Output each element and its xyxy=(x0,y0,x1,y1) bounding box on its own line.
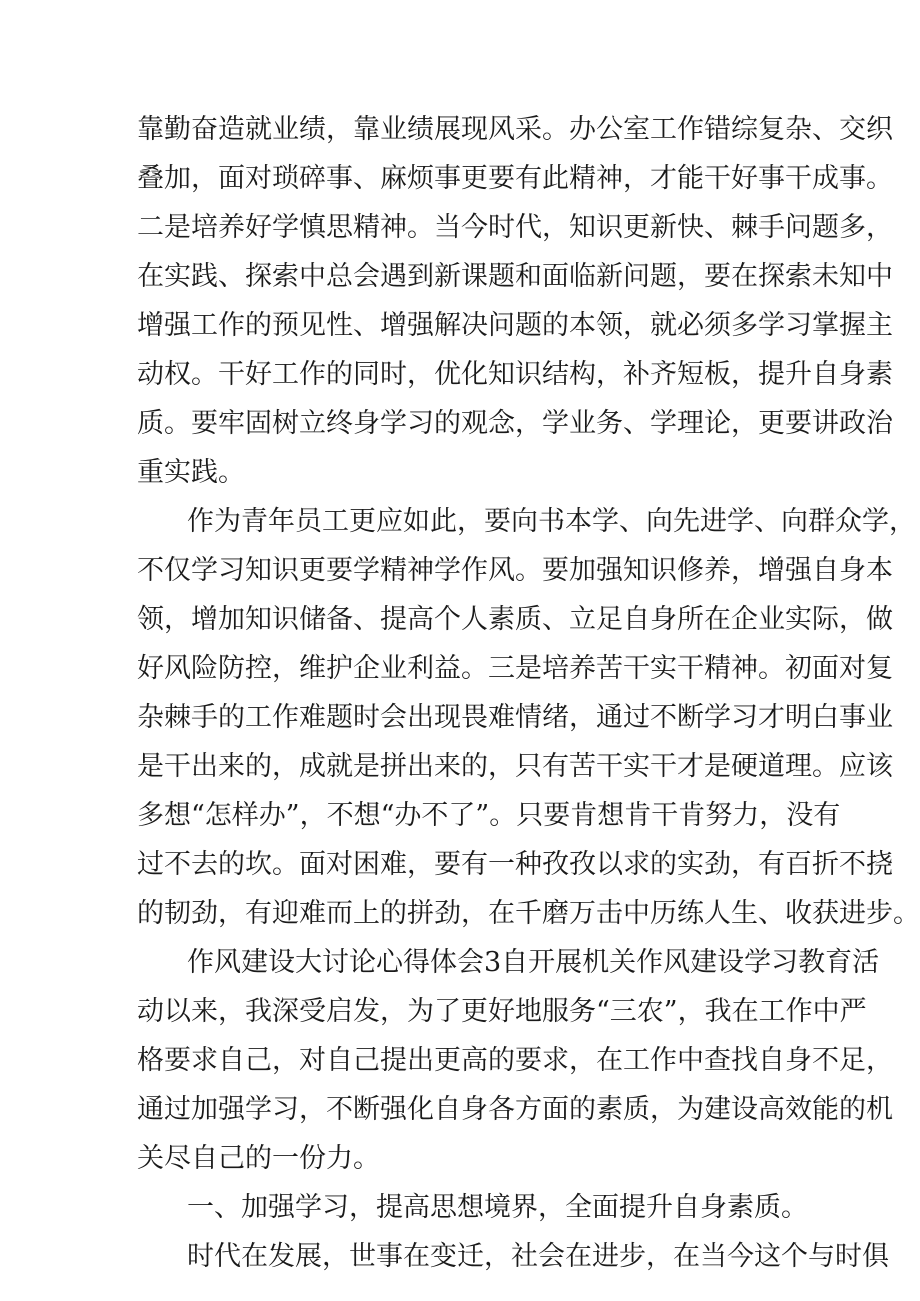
text-line: 二是培养好学慎思精神。当今时代，知识更新快、棘手问题多， xyxy=(137,212,893,243)
text-line: 关尽自己的一份力。 xyxy=(137,1143,380,1174)
section-heading: 一、加强学习，提高思想境界，全面提升自身素质。 xyxy=(187,1192,808,1223)
text-line: 好风险防控，维护企业利益。三是培养苦干实干精神。初面对复 xyxy=(137,653,893,684)
text-line: 通过加强学习，不断强化自身各方面的素质，为建设高效能的机 xyxy=(137,1094,893,1125)
text-line: 质。要牢固树立终身学习的观念，学业务、学理论，更要讲政治 xyxy=(137,408,893,439)
text-line: 在实践、探索中总会遇到新课题和面临新问题，要在探索未知中 xyxy=(137,261,893,292)
text-line: 重实践。 xyxy=(137,457,245,488)
text-line: 过不去的坎。面对困难，要有一种孜孜以求的实劲，有百折不挠 xyxy=(137,849,893,880)
paragraph-first-line: 作为青年员工更应如此，要向书本学、向先进学、向群众学， xyxy=(187,506,916,537)
text-line: 杂棘手的工作难题时会出现畏难情绪，通过不断学习才明白事业 xyxy=(137,702,893,733)
text-line: 动以来，我深受启发，为了更好地服务“三农”，我在工作中严 xyxy=(137,996,867,1027)
text-line: 领，增加知识储备、提高个人素质、立足自身所在企业实际，做 xyxy=(137,604,893,635)
text-line: 叠加，面对琐碎事、麻烦事更要有此精神，才能干好事干成事。 xyxy=(137,163,893,194)
text-line: 格要求自己，对自己提出更高的要求，在工作中查找自身不足， xyxy=(137,1045,893,1076)
paragraph-first-line: 作风建设大讨论心得体会3自开展机关作风建设学习教育活 xyxy=(187,947,880,978)
text-line: 不仅学习知识更要学精神学作风。要加强知识修养，增强自身本 xyxy=(137,555,893,586)
text-line: 靠勤奋造就业绩，靠业绩展现风采。办公室工作错综复杂、交织 xyxy=(137,114,893,145)
text-line: 多想“怎样办”，不想“办不了”。只要肯想肯干肯努力，没有 xyxy=(137,800,841,831)
text-line: 增强工作的预见性、增强解决问题的本领，就必须多学习掌握主 xyxy=(137,310,893,341)
paragraph-first-line: 时代在发展，世事在变迁，社会在进步，在当今这个与时俱 xyxy=(187,1241,889,1272)
text-line: 动权。干好工作的同时，优化知识结构，补齐短板，提升自身素 xyxy=(137,359,893,390)
text-line: 的韧劲，有迎难而上的拼劲，在千磨万击中历练人生、收获进步。 xyxy=(137,898,920,929)
text-line: 是干出来的，成就是拼出来的，只有苦干实干才是硬道理。应该 xyxy=(137,751,893,782)
